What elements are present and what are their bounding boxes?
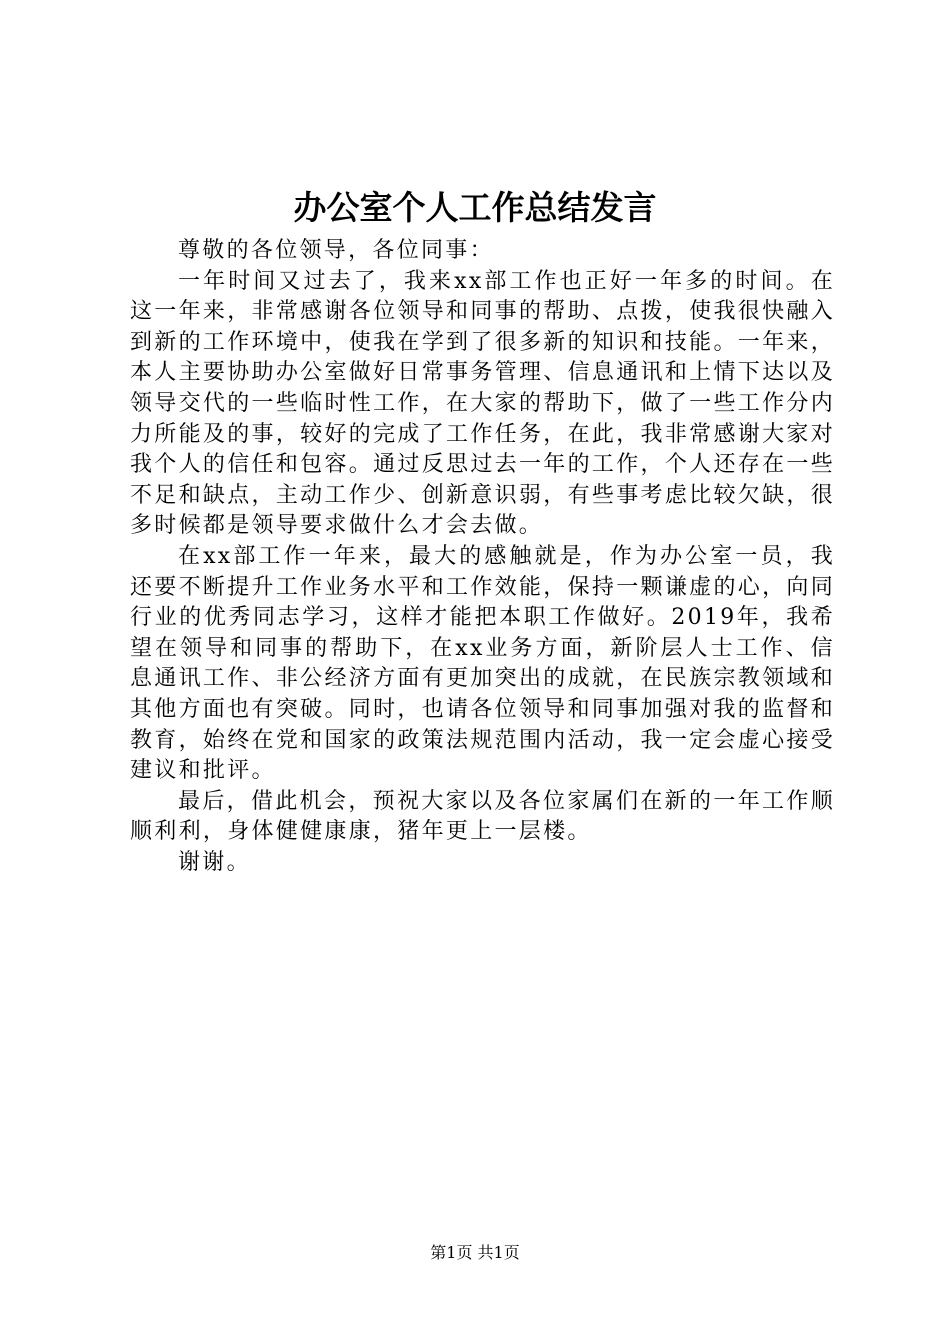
document-body xyxy=(130,236,835,878)
closing-paragraph: 谢谢。 xyxy=(178,849,251,875)
body-paragraph-1: 一年时间又过去了，我来xx部工作也正好一年多的时间。在这一年来，非常感谢各位领导和同事的帮助、点拨，使我很快融入到新的工作环境中，使我在学到了很多新的知识和技能。一年来，本人主要协助办公室做好日常事务管理、信息通讯和上情下达以及领导交代的一些临时性工作，在大家的帮助下，做了一些工作分内力所能及的事，较好的完成了工作任务，在此，我非常感谢大家对我个人的信任和包容。通过反思过去一年的工作，个人还存在一些不足和缺点，主动工作少、创新意识弱，有些事考虑比较欠缺，很多时候都是领导要求做什么才会去做。 xyxy=(130,268,835,539)
salutation-paragraph: 尊敬的各位领导，各位同事： xyxy=(178,238,494,263)
body-paragraph-3: 最后，借此机会，预祝大家以及各位家属们在新的一年工作顺顺利利，身体健健康康，猪年更上一层楼。 xyxy=(130,788,835,845)
page-footer: 第1页 共1页 xyxy=(430,1243,520,1262)
body-paragraph-2: 在xx部工作一年来，最大的感触就是，作为办公室一员，我还要不断提升工作业务水平和工作效能，保持一颗谦虚的心，向同行业的优秀同志学习，这样才能把本职工作做好。2019年，我希望在领导和同事的帮助下，在xx业务方面，新阶层人士工作、信息通讯工作、非公经济方面有更加突出的成就，在民族宗教领域和其他方面也有突破。同时，也请各位领导和同事加强对我的监督和教育，始终在党和国家的政策法规范围内活动，我一定会虚心接受建议和批评。 xyxy=(130,543,835,784)
document-title: 办公室个人工作总结发言 xyxy=(293,188,657,227)
